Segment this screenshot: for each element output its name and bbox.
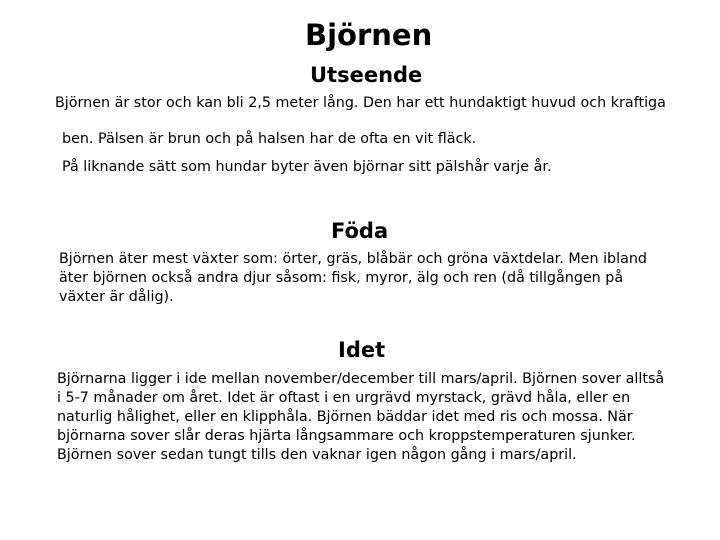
paragraph-idet [57,370,664,465]
paragraph-line: i 5-7 månader om året. Idet är oftast i en urgrävd myrstack, grävd håla, eller en [57,390,631,406]
paragraph-line: naturlig hålighet, eller en klipphåla. Björnen bäddar idet med ris och mossa. När [57,409,633,425]
paragraph-line: Björnen sover sedan tungt tills den vaknar igen någon gång i mars/april. [57,447,577,463]
section-heading-idet: Idet [338,338,386,362]
page-title: Björnen [305,18,433,52]
paragraph-line: äter björnen också andra djur såsom: fisk, myror, älg och ren (då tillgången på [59,270,624,286]
paragraph-line: Björnarna ligger i ide mellan november/december till mars/april. Björnen sover alltså [57,371,665,387]
paragraph-line: Björnen är stor och kan bli 2,5 meter lång. Den har ett hundaktigt huvud och kraftiga [55,95,666,111]
paragraph-line: Björnen äter mest växter som: örter, gräs, blåbär och gröna växtdelar. Men ibland [59,251,647,267]
section-heading-foda: Föda [331,219,389,243]
paragraph-line: växter är dålig). [59,289,174,305]
paragraph-line: björnarna sover slår deras hjärta långsammare och kroppstemperaturen sjunker. [57,428,636,444]
section-heading-utseende: Utseende [310,63,423,87]
paragraph-foda [59,250,647,307]
paragraph-line: ben. Pälsen är brun och på halsen har de ofta en vit fläck. [62,131,477,147]
paragraph-line: På liknande sätt som hundar byter även björnar sitt pälshår varje år. [62,159,552,175]
